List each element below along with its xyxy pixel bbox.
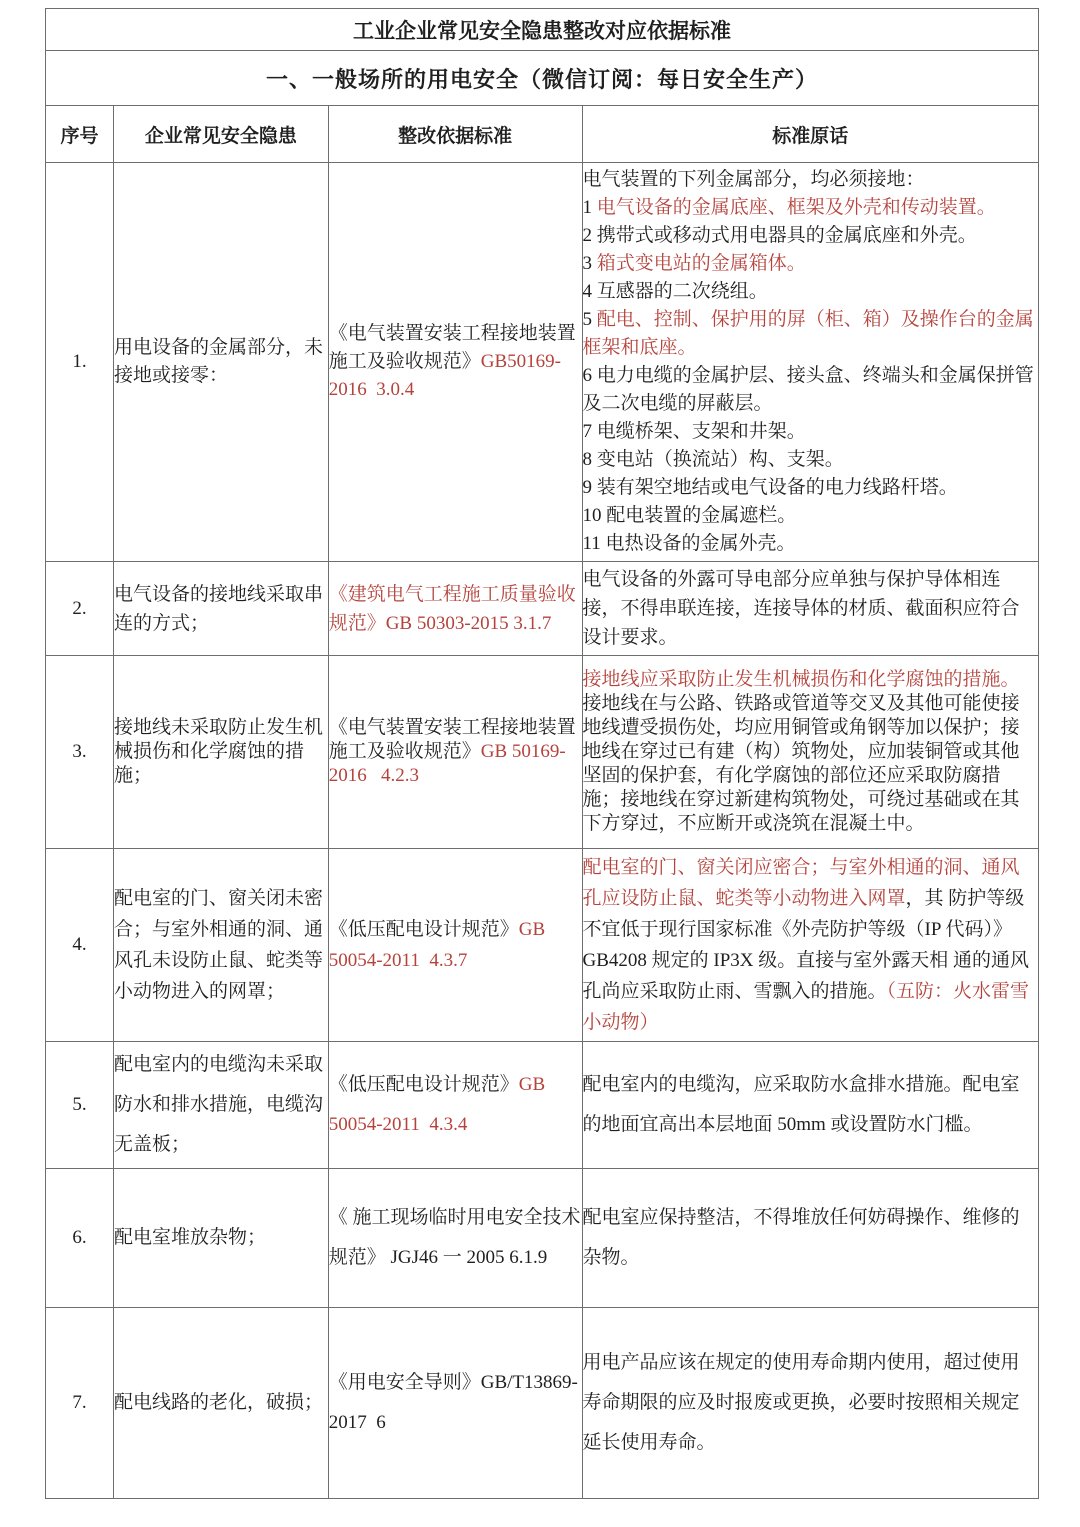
text-segment: 《 施工现场临时用电安全技术规范》 JGJ46 一 2005 6.1.9 xyxy=(328,1207,581,1268)
text-segment: 配电室内的电缆沟未采取防水和排水措施，电缆沟无盖板； xyxy=(113,1054,323,1155)
quote-cell xyxy=(582,1169,1039,1308)
text-segment: 配电线路的老化，破损； xyxy=(113,1392,323,1413)
quote-line xyxy=(583,502,1039,530)
text-segment: 电气设备的接地线采取串连的方式； xyxy=(113,583,323,634)
table-row xyxy=(46,1308,1039,1499)
row-number-cell: 1. xyxy=(46,163,114,562)
red-emphasis-text: GB 50054-2011 4.3.7 xyxy=(328,919,550,971)
red-emphasis-text: GB50169-2016 3.0.4 xyxy=(328,351,561,400)
quote-line xyxy=(583,222,1039,250)
text-segment: 配电室内的电缆沟，应采取防水盒排水措施。配电室的地面宜高出本层地面 50mm 或设置防水门槛。 xyxy=(582,1074,1020,1135)
standard-cell xyxy=(328,562,582,656)
title-row xyxy=(46,9,1039,51)
quote-line xyxy=(583,166,1039,194)
document-title: 工业企业常见安全隐患整改对应依据标准 xyxy=(46,9,1039,51)
red-emphasis-text: 电气设备的金属底座、框架及外壳和传动装置。 xyxy=(596,197,996,218)
quote-cell xyxy=(582,656,1039,849)
standard-cell xyxy=(328,1042,582,1169)
red-emphasis-text: 配电室的门、窗关闭应密合；与室外相通的洞、通风孔应设防止鼠、蛇类等小动物进入网罩 xyxy=(582,857,1020,909)
standard-cell xyxy=(328,656,582,849)
quote-cell xyxy=(582,163,1039,562)
section-row xyxy=(46,51,1039,106)
text-segment: 用电设备的金属部分，未接地或接零： xyxy=(113,337,323,386)
quote-line xyxy=(583,446,1039,474)
text-segment: 《用电安全导则》 xyxy=(328,1372,481,1393)
text-segment: 配电室的门、窗关闭未密合；与室外相通的洞、通风孔未设防止鼠、蛇类等小动物进入的网罩； xyxy=(113,888,323,1002)
table-row xyxy=(46,1169,1039,1308)
quote-cell xyxy=(582,1308,1039,1499)
row-number-cell: 2. xyxy=(46,562,114,656)
row-number-cell: 5. xyxy=(46,1042,114,1169)
column-header-number: 序号 xyxy=(46,106,114,163)
text-segment: 7 电缆桥架、支架和井架。 xyxy=(582,421,806,442)
table-row xyxy=(46,163,1039,562)
quote-line xyxy=(583,194,1039,222)
quote-line xyxy=(583,306,1039,362)
red-emphasis-text: GB 50169-2016 4.2.3 xyxy=(328,741,566,786)
text-segment: 《电气装置安装工程接地装置施工及验收规范》 xyxy=(328,323,576,372)
hazard-cell xyxy=(113,163,328,562)
red-emphasis-text: GB 50054-2011 4.3.4 xyxy=(328,1074,550,1135)
column-header-row xyxy=(46,106,1039,163)
quote-line xyxy=(583,418,1039,446)
text-segment: 《电气装置安装工程接地装置施工及验收规范》 xyxy=(328,717,576,762)
table-row xyxy=(46,849,1039,1042)
standard-cell xyxy=(328,163,582,562)
text-segment: 11 电热设备的金属外壳。 xyxy=(582,533,796,554)
table-row xyxy=(46,656,1039,849)
text-segment: 10 配电装置的金属遮栏。 xyxy=(582,505,797,526)
table-body xyxy=(46,163,1039,1499)
row-number-cell: 3. xyxy=(46,656,114,849)
text-segment: 4 互感器的二次绕组。 xyxy=(582,281,768,302)
red-emphasis-text: 《建筑电气工程施工质量验收规范》GB 50303-2015 3.1.7 xyxy=(328,583,576,634)
hazard-cell xyxy=(113,656,328,849)
quote-line xyxy=(583,530,1039,558)
text-segment: 接地线未采取防止发生机械损伤和化学腐蚀的措施； xyxy=(113,717,323,786)
hazard-cell xyxy=(113,1169,328,1308)
safety-hazard-table xyxy=(45,8,1039,1499)
quote-cell xyxy=(582,849,1039,1042)
text-segment: 5 xyxy=(582,309,597,330)
table-row xyxy=(46,1042,1039,1169)
column-header-quote: 标准原话 xyxy=(582,106,1039,163)
red-emphasis-text: 箱式变电站的金属箱体。 xyxy=(596,253,806,274)
row-number-cell: 6. xyxy=(46,1169,114,1308)
hazard-cell xyxy=(113,1042,328,1169)
standard-cell xyxy=(328,849,582,1042)
text-segment: ，其 防护等级不宜低于现行国家标准《外壳防护等级（IP 代码）》GB4208 规定的 IP3X 级。直接与室外露天相 通的通风孔尚应采取防止雨、雪飘入的措施。 xyxy=(582,888,1030,1002)
text-segment: 9 装有架空地结或电气设备的电力线路杆塔。 xyxy=(582,477,958,498)
quote-line xyxy=(583,474,1039,502)
row-number-cell: 7. xyxy=(46,1308,114,1499)
text-segment: GB/T13869-2017 6 xyxy=(328,1372,578,1433)
text-segment: 《低压配电设计规范》 xyxy=(328,919,519,940)
section-title: 一、一般场所的用电安全（微信订阅：每日安全生产） xyxy=(46,51,1039,106)
text-segment: 《低压配电设计规范》 xyxy=(328,1074,519,1095)
quote-cell xyxy=(582,1042,1039,1169)
text-segment: 电气装置的下列金属部分，均必须接地： xyxy=(582,169,925,190)
quote-line xyxy=(583,250,1039,278)
column-header-hazard: 企业常见安全隐患 xyxy=(113,106,328,163)
standard-cell xyxy=(328,1169,582,1308)
text-segment: 1 xyxy=(582,197,597,218)
table-row xyxy=(46,562,1039,656)
red-emphasis-text: 接地线应采取防止发生机械损伤和化学腐蚀的措施。 xyxy=(582,669,1020,690)
text-segment: 电气设备的外露可导电部分应单独与保护导体相连接，不得串联连接，连接导体的材质、截面积应符合设计要求。 xyxy=(582,569,1020,648)
column-header-standard: 整改依据标准 xyxy=(328,106,582,163)
text-segment: 用电产品应该在规定的使用寿命期内使用，超过使用寿命期限的应及时报废或更换，必要时按照相关规定延长使用寿命。 xyxy=(582,1352,1020,1453)
text-segment: 2 携带式或移动式用电器具的金属底座和外壳。 xyxy=(582,225,977,246)
row-number-cell: 4. xyxy=(46,849,114,1042)
text-segment: 配电室堆放杂物； xyxy=(113,1227,266,1248)
standard-cell xyxy=(328,1308,582,1499)
hazard-cell xyxy=(113,1308,328,1499)
red-emphasis-text: 配电、控制、保护用的屏（柜、箱）及操作台的金属框架和底座。 xyxy=(582,309,1034,358)
table-head-section xyxy=(46,9,1039,163)
quote-line xyxy=(583,362,1039,418)
hazard-cell xyxy=(113,562,328,656)
text-segment: 6 电力电缆的金属护层、接头盒、终端头和金属保拼管及二次电缆的屏蔽层。 xyxy=(582,365,1034,414)
text-segment: 3 xyxy=(582,253,597,274)
quote-cell xyxy=(582,562,1039,656)
text-segment: 接地线在与公路、铁路或管道等交叉及其他可能使接地线遭受损伤处，均应用铜管或角钢等加以保护；接地线在穿过已有建（构）筑物处，应加装铜管或其他坚固的保护套，有化学腐蚀的部位还应采取防腐措施；接地线在穿过新建构筑物处，可绕过基础或在其下方穿过，不应断开或浇筑在混凝土中。 xyxy=(582,693,1020,834)
text-segment: 8 变电站（换流站）构、支架。 xyxy=(582,449,844,470)
text-segment: 配电室应保持整洁，不得堆放任何妨碍操作、维修的杂物。 xyxy=(582,1207,1020,1268)
red-emphasis-text: （五防：火水雷雪小动物） xyxy=(582,981,1030,1033)
quote-line xyxy=(583,278,1039,306)
hazard-cell xyxy=(113,849,328,1042)
